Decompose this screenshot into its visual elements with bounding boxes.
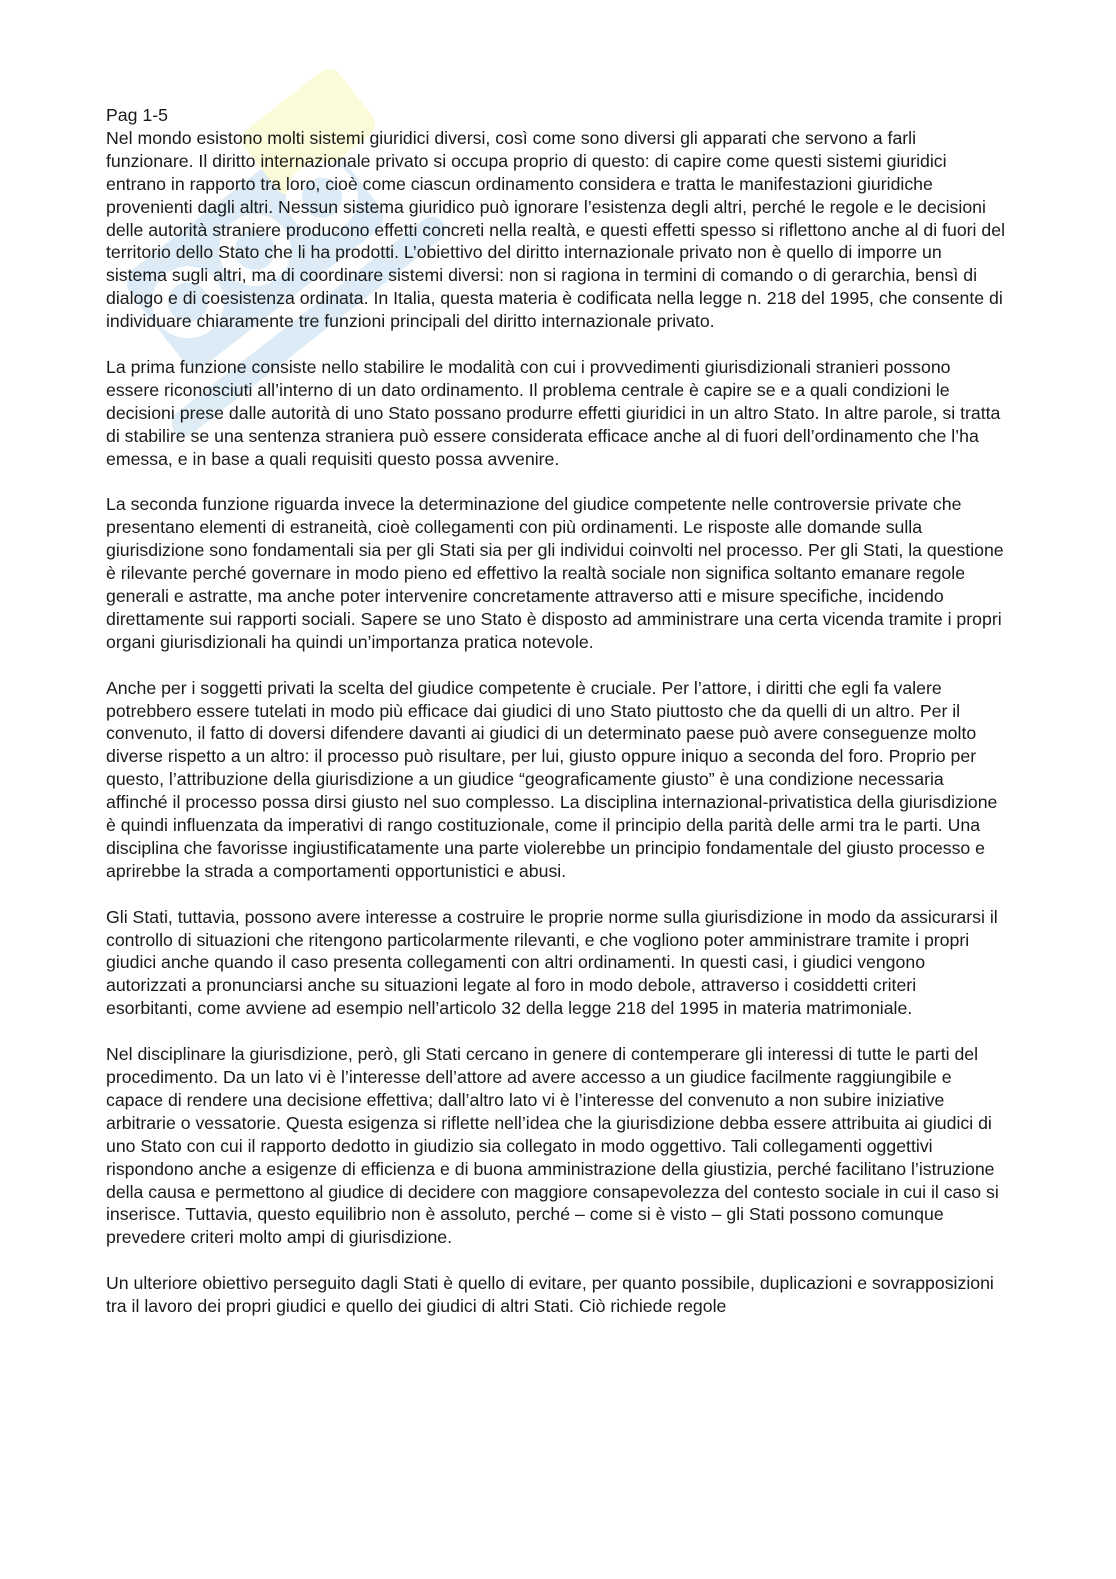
paragraph-state-interest: Gli Stati, tuttavia, possono avere interesse a costruire le proprie norme sulla giurisdizione in modo da assicurarsi il controllo di situazioni che ritengono particolarmente rilevanti, e che vogliono poter amministrare tramite i propri giudici anche quando il caso presenta collegamenti con altri ordinamenti. In questi casi, i giudici vengono autorizzati a pronunciarsi anche su situazioni legate al foro in modo debole, attraverso i cosiddetti criteri esorbitanti, come avviene ad esempio nell’articolo 32 della legge 218 del 1995 in materia matrimoniale. <box>106 906 998 1019</box>
paragraph-intro: Nel mondo esistono molti sistemi giuridici diversi, così come sono diversi gli apparati che servono a farli funzionare. Il diritto internazionale privato si occupa proprio di questo: di capire come questi sistemi giuridici entrano in rapporto tra loro, cioè come ciascun ordinamento considera e tratta le manifestazioni giuridiche provenienti dagli altri. Nessun sistema giuridico può ignorare l’esistenza degli altri, perché le regole e le decisioni delle autorità straniere producono effetti concreti nella realtà, e questi effetti spesso si riflettono anche al di fuori del territorio dello Stato che li ha prodotti. L’obiettivo del diritto internazionale privato non è quello di imporre un sistema sugli altri, ma di coordinare sistemi diversi: non si ragiona in termini di comando o di gerarchia, bensì di dialogo e di coesistenza ordinata. In Italia, questa materia è codificata nella legge n. 218 del 1995, che consente di individuare chiaramente tre funzioni principali del diritto internazionale privato. <box>106 127 1005 332</box>
paragraph-further-objective: Un ulteriore obiettivo perseguito dagli Stati è quello di evitare, per quanto possibile, duplicazioni e sovrapposizioni tra il lavoro dei propri giudici e quello dei giudici di altri Stati. Ciò richiede regole <box>106 1273 994 1317</box>
paragraph-first-function: La prima funzione consiste nello stabilire le modalità con cui i provvedimenti giurisdizionali stranieri possono essere riconosciuti all’interno di un dato ordinamento. Il problema centrale è capire se e a quali condizioni le decisioni prese dalle autorità di uno Stato possano produrre effetti giuridici in un altro Stato. In altre parole, si tratta di stabilire se una sentenza straniera può essere considerata efficace anche al di fuori dell’ordinamento che l’ha emessa, e in base a quali requisiti questo possa avvenire. <box>106 356 1001 469</box>
page-range-label: Pag 1-5 <box>106 105 168 125</box>
document-page <box>106 104 1006 1341</box>
paragraph-balancing-interests: Nel disciplinare la giurisdizione, però, gli Stati cercano in genere di contemperare gli interessi di tutte le parti del procedimento. Da un lato vi è l’interesse dell’attore ad avere accesso a un giudice facilmente raggiungibile e capace di rendere una decisione effettiva; dall’altro lato vi è l’interesse del convenuto a non subire iniziative arbitrarie o vessatorie. Questa esigenza si riflette nell’idea che la giurisdizione debba essere attribuita ai giudici di uno Stato con cui il rapporto dedotto in giudizio sia collegato in modo oggettivo. Tali collegamenti oggettivi rispondono anche a esigenze di efficienza e di buona amministrazione della giustizia, perché facilitano l’istruzione della causa e permettono al giudice di decidere con maggiore consapevolezza del contesto sociale in cui il caso si inserisce. Tuttavia, questo equilibrio non è assoluto, perché – come si è visto – gli Stati possono comunque prevedere criteri molto ampi di giurisdizione. <box>106 1044 999 1248</box>
paragraph-private-parties: Anche per i soggetti privati la scelta del giudice competente è cruciale. Per l’attore, i diritti che egli fa valere potrebbero essere tutelati in modo più efficace dai giudici di uno Stato piuttosto che da quelli di un altro. Per il convenuto, il fatto di doversi difendere davanti ai giudici di un determinato paese può avere conseguenze molto diverse rispetto a un altro: il processo può risultare, per lui, giusto oppure iniquo a seconda del foro. Proprio per questo, l’attribuzione della giurisdizione a un giudice “geograficamente giusto” è una condizione necessaria affinché il processo possa dirsi giusto nel suo complesso. La disciplina internazional-privatistica della giurisdizione è quindi influenzata da imperativi di rango costituzionale, come il principio della parità delle armi tra le parti. Una disciplina che favorisse ingiustificatamente una parte violerebbe un principio fondamentale del giusto processo e aprirebbe la strada a comportamenti opportunistici e abusi. <box>106 677 998 881</box>
paragraph-second-function: La seconda funzione riguarda invece la determinazione del giudice competente nelle controversie private che presentano elementi di estraneità, cioè collegamenti con più ordinamenti. Le risposte alle domande sulla giurisdizione sono fondamentali sia per gli Stati sia per gli individui coinvolti nel processo. Per gli Stati, la questione è rilevante perché governare in modo pieno ed effettivo la realtà sociale non significa soltanto emanare regole generali e astratte, ma anche poter intervenire concretamente attraverso atti e misure specifiche, incidendo direttamente sui rapporti sociali. Sapere se uno Stato è disposto ad amministrare una certa vicenda tramite i propri organi giurisdizionali ha quindi un’importanza pratica notevole. <box>106 494 1004 652</box>
